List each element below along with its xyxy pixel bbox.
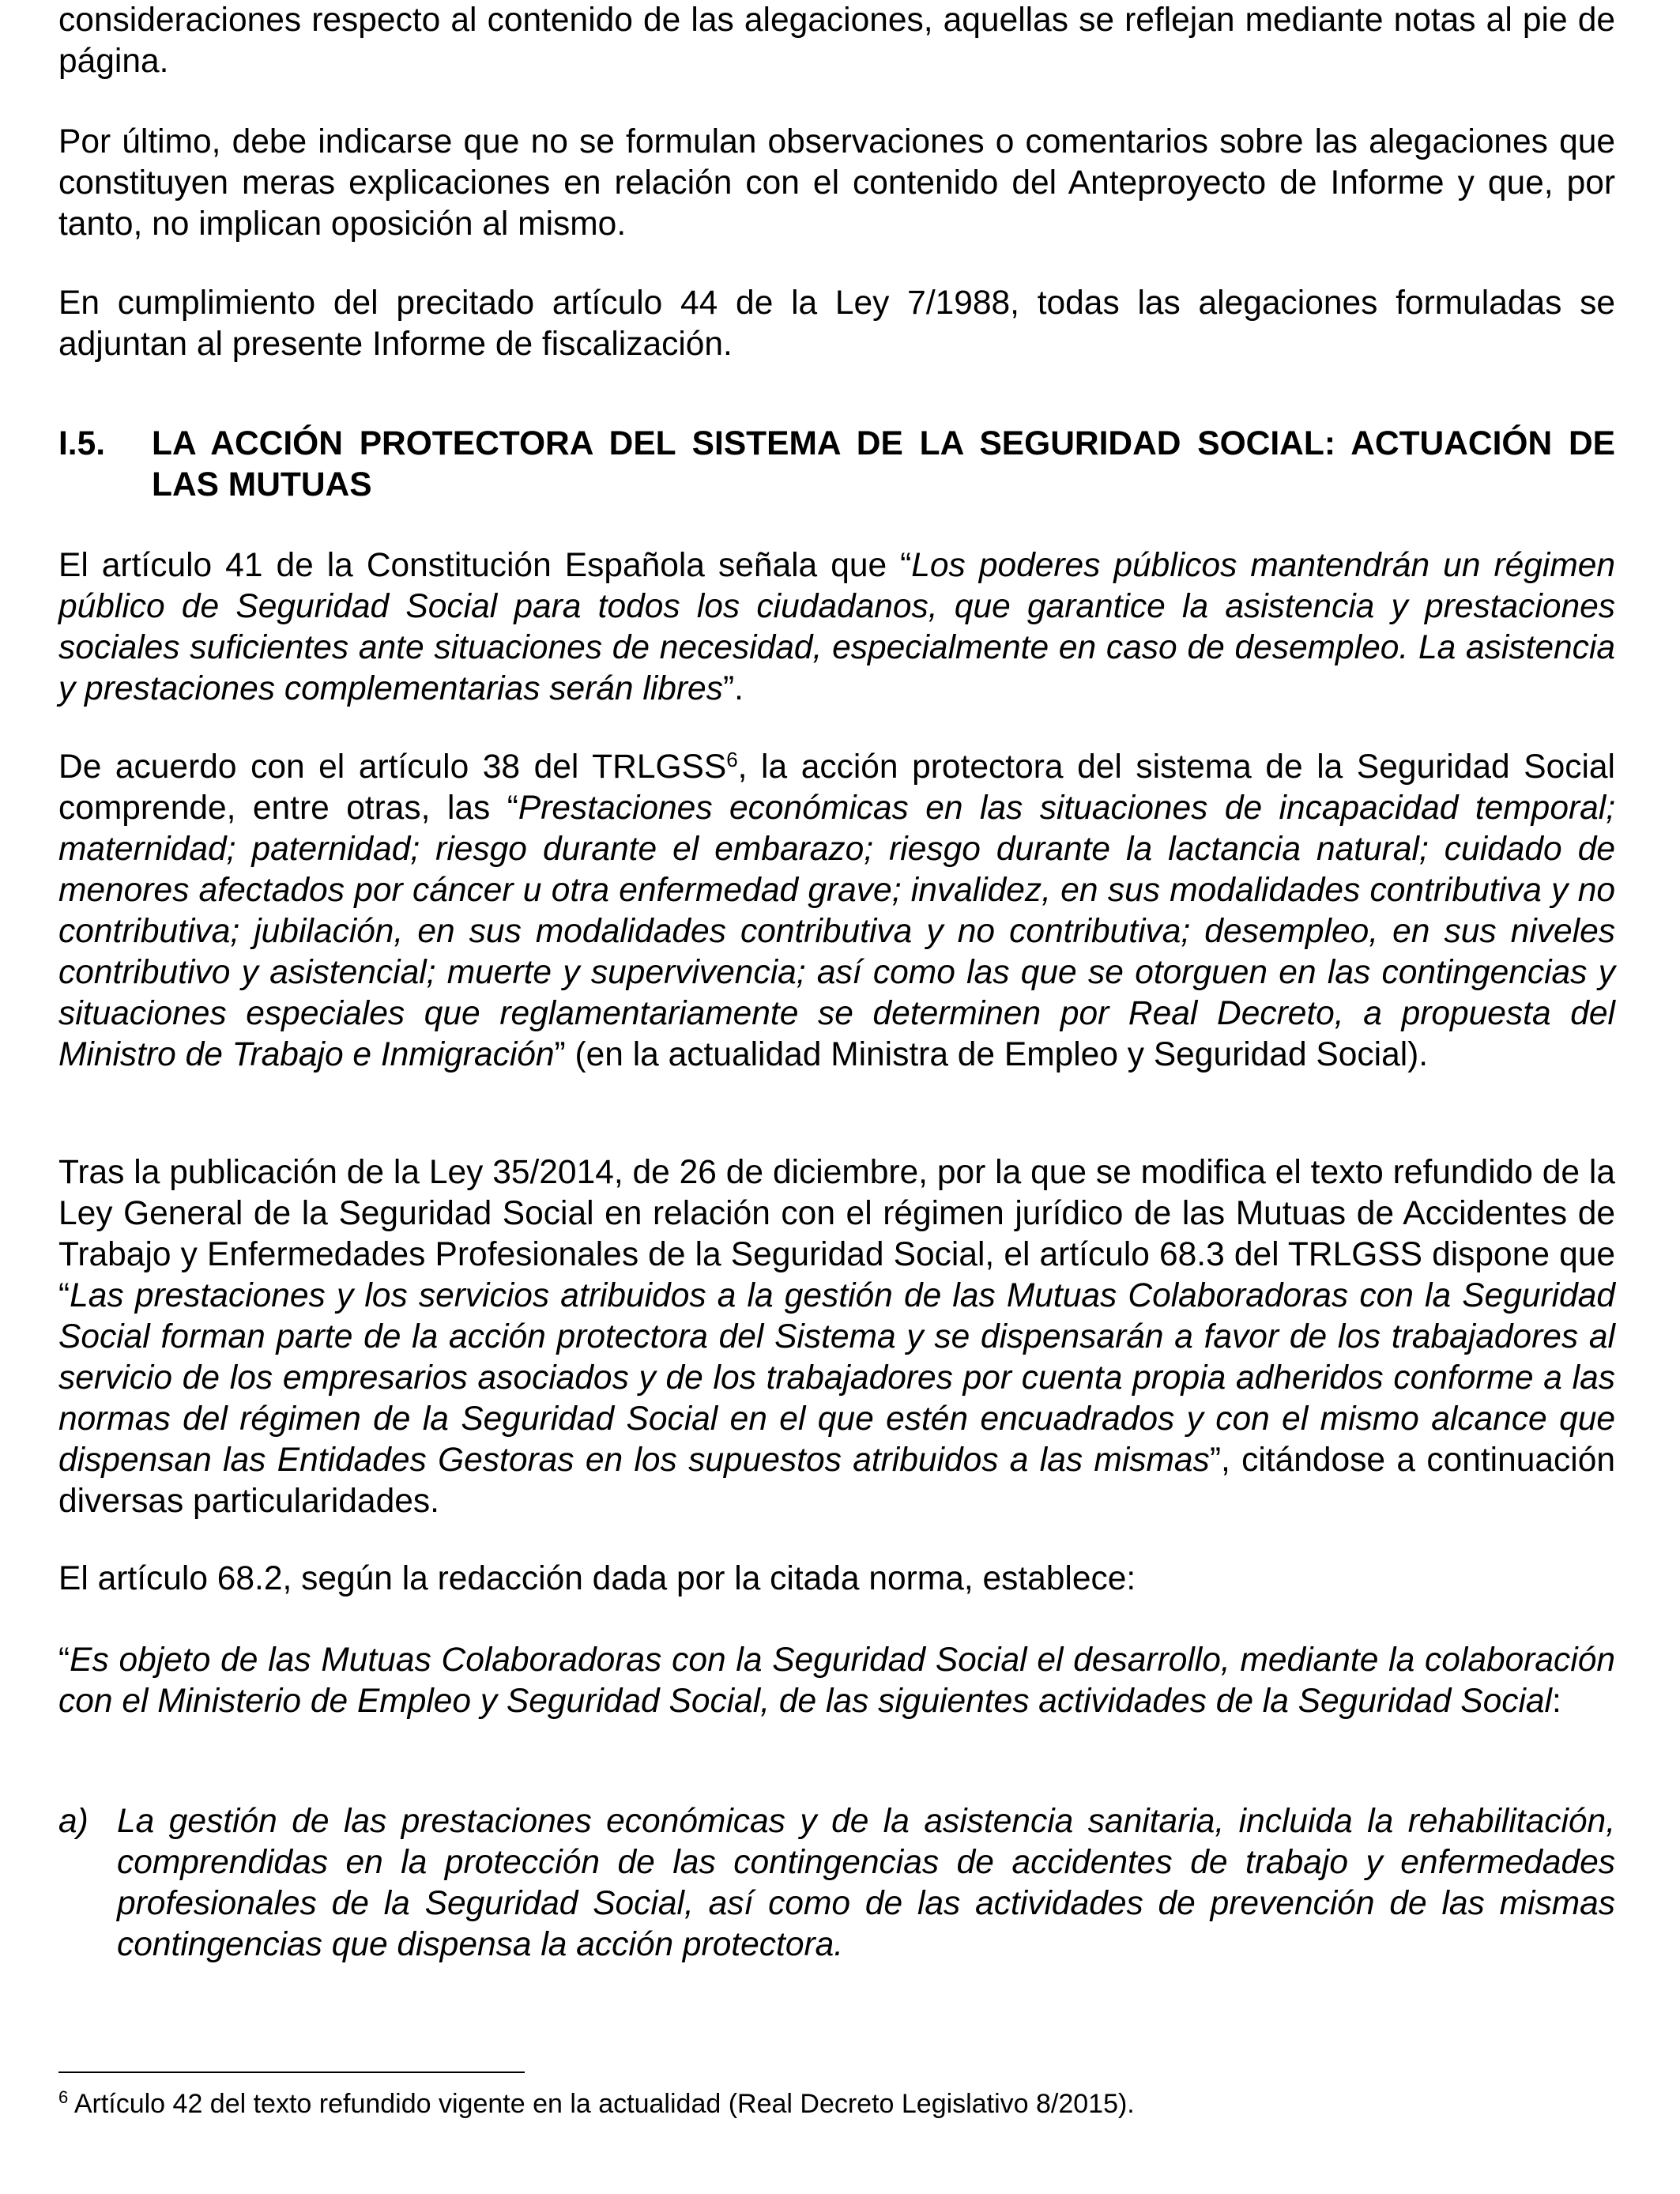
p8-quote: Es objeto de las Mutuas Colaboradoras con la Seguridad Social el desarrollo, mediante la colaboración con el Ministerio de Empleo y Seguridad Social, de las siguientes actividades de la Seguridad Social bbox=[58, 1642, 1615, 1720]
p8-open: “ bbox=[58, 1642, 70, 1679]
p8-close: : bbox=[1551, 1683, 1561, 1720]
paragraph-cumplimiento: En cumplimiento del precitado artículo 44 de la Ley 7/1988, todas las alegaciones formuladas se adjuntan al presente Informe de fiscalización. bbox=[58, 285, 1615, 363]
p6-intro: Tras la publicación de la Ley 35/2014, de 26 de diciembre, por la que se modifica el texto refundido de la Ley General de la Seguridad Social en relación con el régimen jurídico de las Mutuas de Accidentes de Trabajo y Enfermedades Profesionales de la Seguridad Social, el artículo 68.3 del TRLGSS dispone que “ bbox=[58, 1154, 1615, 1314]
paragraph-constitucion bbox=[58, 545, 1615, 710]
paragraph-observaciones: Por último, debe indicarse que no se formulan observaciones o comentarios sobre las alegaciones que constituyen meras explicaciones en relación con el contenido del Anteproyecto de Informe y que, por tanto, no implican oposición al mismo. bbox=[58, 123, 1615, 243]
p4-quote: Los poderes públicos mantendrán un régimen público de Seguridad Social para todos los ciudadanos, que garantice la asistencia y prestaciones sociales suficientes ante situaciones de necesidad, especialmente en caso de desempleo. La asistencia y prestaciones complementarias serán libres bbox=[58, 547, 1616, 707]
p5-close: ” (en la actualidad Ministra de Empleo y Seguridad Social). bbox=[554, 1036, 1429, 1073]
footnote-number: 6 bbox=[58, 2087, 69, 2107]
footnote-text: Artículo 42 del texto refundido vigente en la actualidad (Real Decreto Legislativo 8/2015). bbox=[68, 2089, 1135, 2119]
paragraph-articulo-68-2: El artículo 68.2, según la redacción dada por la citada norma, establece: bbox=[58, 1560, 1136, 1597]
p4-close: ”. bbox=[722, 670, 744, 707]
p6-close: ”, citándose a continuación diversas particularidades. bbox=[58, 1442, 1615, 1520]
footnote bbox=[58, 2087, 1615, 2120]
paragraph-trlgss-38 bbox=[58, 747, 1615, 1076]
paragraph-objeto-mutuas bbox=[58, 1640, 1615, 1722]
p5-intro: De acuerdo con el artículo 38 del TRLGSS bbox=[58, 748, 727, 786]
p6-quote: Las prestaciones y los servicios atribuidos a la gestión de las Mutuas Colaboradoras con la Seguridad Social forman parte de la acción protectora del Sistema y se dispensarán a favor de los trabajadores al servicio de los empresarios asociados y de los trabajadores por cuenta propia adheridos conforme a las normas del régimen de la Seguridad Social en el que estén encuadrados y con el mismo alcance que dispensan las Entidades Gestoras en los supuestos atribuidos a las mismas bbox=[58, 1277, 1615, 1479]
p4-intro: El artículo 41 de la Constitución Española señala que “ bbox=[58, 547, 912, 584]
list-marker: a) bbox=[58, 1803, 89, 1840]
p5-quote: Prestaciones económicas en las situaciones de incapacidad temporal; maternidad; paternidad; riesgo durante el embarazo; riesgo durante la lactancia natural; cuidado de menores afectados por cáncer u otra enfermedad grave; invalidez, en sus modalidades contributiva y no contributiva; jubilación, en sus modalidades contributiva y no contributiva; desempleo, en sus niveles contributivo y asistencial; muerte y supervivencia; así como las que se otorguen en las contingencias y situaciones especiales que reglamentariamente se determinen por Real Decreto, a propuesta del Ministro de Trabajo e Inmigración bbox=[58, 790, 1615, 1073]
section-number: I.5. bbox=[58, 425, 106, 462]
paragraph-alegaciones-notas: consideraciones respecto al contenido de las alegaciones, aquellas se reflejan mediante notas al pie de página. bbox=[58, 2, 1615, 80]
footnote-reference[interactable]: 6 bbox=[726, 748, 738, 771]
list-item-text: La gestión de las prestaciones económicas y de la asistencia sanitaria, incluida la rehabilitación, comprendidas en la protección de las contingencias de accidentes de trabajo y enfermedades profesionales de la Seguridad Social, así como de las actividades de prevención de las mismas contingencias que dispensa la acción protectora. bbox=[117, 1803, 1615, 1963]
footnote-separator bbox=[58, 2071, 525, 2073]
paragraph-ley-35-2014 bbox=[58, 1152, 1615, 1522]
section-title: LA ACCIÓN PROTECTORA DEL SISTEMA DE LA SEGURIDAD SOCIAL: ACTUACIÓN DE LAS MUTUAS bbox=[152, 425, 1615, 503]
p5-mid: , la acción protectora del sistema de la Seguridad Social comprende, entre otras, las “ bbox=[58, 748, 1615, 827]
